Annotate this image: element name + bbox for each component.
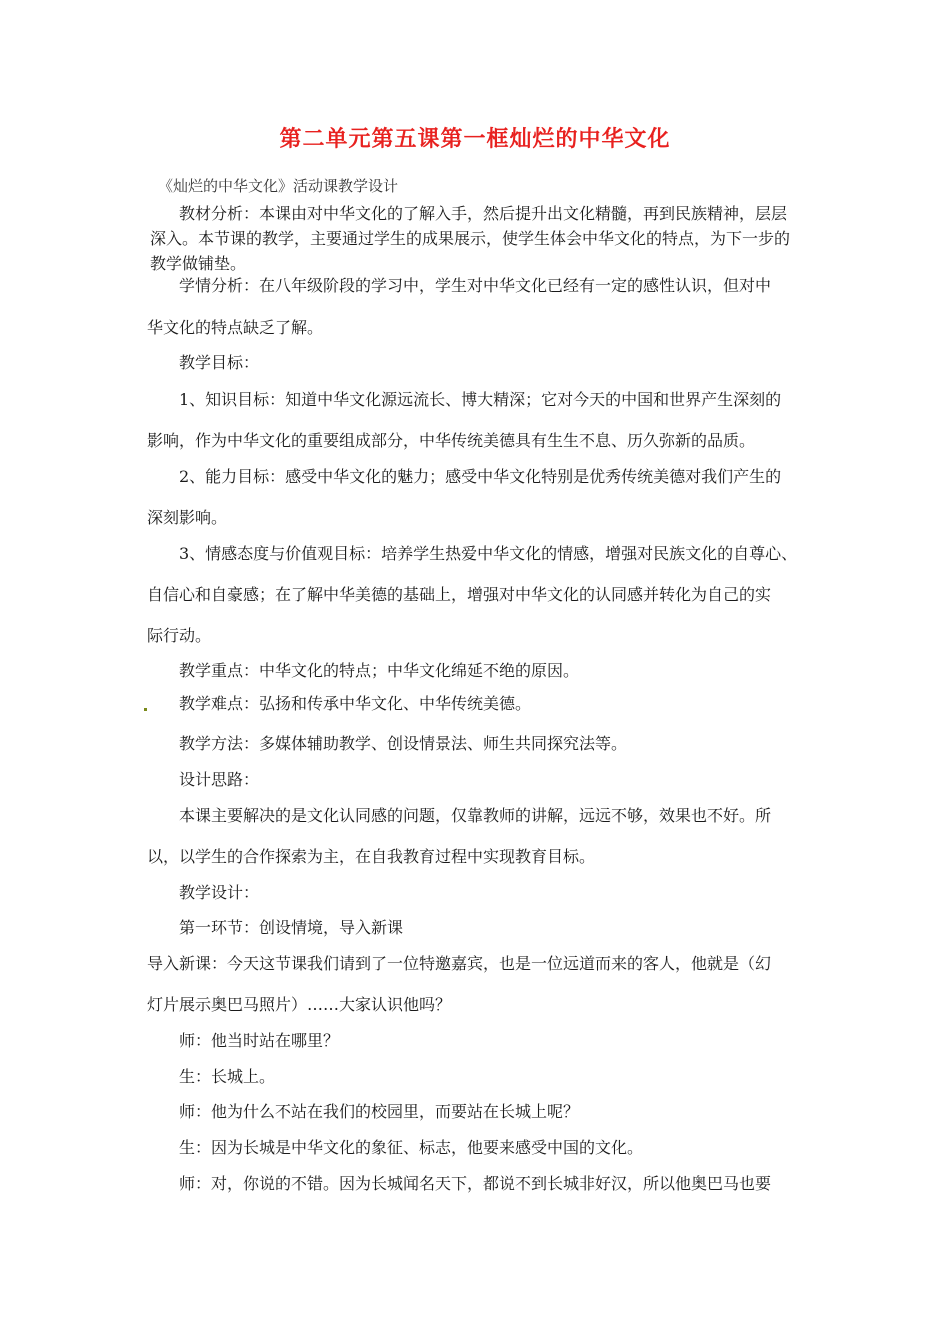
student-analysis-line-1: 学情分析：在八年级阶段的学习中，学生对中华文化已经有一定的感性认识，但对中 — [179, 276, 772, 295]
goal-1-line-1: 1、知识目标：知道中华文化源远流长、博大精深；它对今天的中国和世界产生深刻的 — [179, 390, 782, 409]
teaching-methods: 教学方法：多媒体辅助教学、创设情景法、师生共同探究法等。 — [179, 734, 628, 753]
document-title: 第二单元第五课第一框灿烂的中华文化 — [279, 127, 671, 152]
design-idea-line-2: 以，以学生的合作探索为主，在自我教育过程中实现教育目标。 — [147, 847, 596, 866]
document-subtitle: 《灿烂的中华文化》活动课教学设计 — [158, 177, 399, 195]
intro-line-2: 灯片展示奥巴马照片）……大家认识他吗？ — [147, 995, 452, 1014]
goal-3-line-3: 际行动。 — [147, 626, 212, 645]
margin-mark — [144, 708, 147, 711]
goal-1-line-2: 影响，作为中华文化的重要组成部分，中华传统美德具有生生不息、历久弥新的品质。 — [147, 431, 756, 450]
difficult-points: 教学难点：弘扬和传承中华文化、中华传统美德。 — [179, 694, 532, 713]
textbook-analysis-line-3: 教学做铺垫。 — [150, 254, 247, 273]
goal-3-line-2: 自信心和自豪感；在了解中华美德的基础上，增强对中华文化的认同感并转化为自己的实 — [147, 585, 772, 604]
goal-2-line-2: 深刻影响。 — [147, 508, 228, 527]
textbook-analysis-line-1: 教材分析：本课由对中华文化的了解入手，然后提升出文化精髓，再到民族精神，层层 — [179, 204, 788, 223]
dialogue-line: 师：他当时站在哪里？ — [179, 1031, 340, 1050]
dialogue-line: 师：他为什么不站在我们的校园里，而要站在长城上呢？ — [179, 1102, 580, 1121]
design-idea-line-1: 本课主要解决的是文化认同感的问题，仅靠教师的讲解，远远不够，效果也不好。所 — [179, 806, 772, 825]
dialogue-line: 生：长城上。 — [179, 1067, 276, 1086]
section-1-heading: 第一环节：创设情境，导入新课 — [179, 918, 404, 937]
goals-heading: 教学目标： — [179, 353, 260, 372]
student-analysis-line-2: 华文化的特点缺乏了解。 — [147, 318, 324, 337]
design-idea-heading: 设计思路： — [179, 770, 260, 789]
goal-2-line-1: 2、能力目标：感受中华文化的魅力；感受中华文化特别是优秀传统美德对我们产生的 — [179, 467, 782, 486]
goal-3-line-1: 3、情感态度与价值观目标：培养学生热爱中华文化的情感，增强对民族文化的自尊心、 — [179, 544, 798, 563]
dialogue-line: 生：因为长城是中华文化的象征、标志，他要来感受中国的文化。 — [179, 1138, 644, 1157]
textbook-analysis-line-2: 深入。本节课的教学，主要通过学生的成果展示，使学生体会中华文化的特点，为下一步的 — [150, 229, 791, 248]
teaching-design-heading: 教学设计： — [179, 883, 260, 902]
intro-line-1: 导入新课：今天这节课我们请到了一位特邀嘉宾，也是一位远道而来的客人，他就是（幻 — [147, 954, 772, 973]
dialogue-line: 师：对，你说的不错。因为长城闻名天下，都说不到长城非好汉，所以他奥巴马也要 — [179, 1174, 772, 1193]
key-points: 教学重点：中华文化的特点；中华文化绵延不绝的原因。 — [179, 661, 580, 680]
